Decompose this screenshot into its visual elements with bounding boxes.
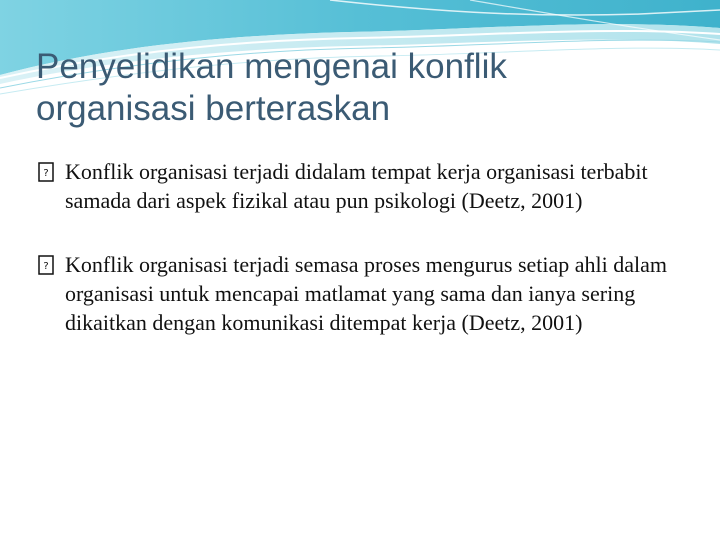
missing-glyph-icon [36, 162, 56, 182]
missing-glyph-icon [36, 255, 56, 275]
slide-title [36, 46, 696, 130]
bullet-item [36, 157, 686, 215]
bullet-text: Konflik organisasi terjadi semasa proses mengurus setiap ahli dalam organisasi untuk mencapai matlamat yang sama dan ianya sering dikaitkan dengan komunikasi ditempat kerja (Deetz, 2001) [65, 252, 668, 335]
bullet-text: Konflik organisasi terjadi didalam tempat kerja organisasi terbabit samada dari aspek fizikal atau pun psikologi (Deetz, 2001) [65, 159, 648, 213]
title-line-1: Penyelidikan mengenai konflik [36, 47, 507, 86]
svg-text:?: ? [43, 168, 49, 179]
title-line-2: organisasi berteraskan [36, 89, 391, 128]
bullet-list [36, 157, 686, 372]
svg-text:?: ? [43, 261, 49, 272]
bullet-item [36, 250, 686, 337]
